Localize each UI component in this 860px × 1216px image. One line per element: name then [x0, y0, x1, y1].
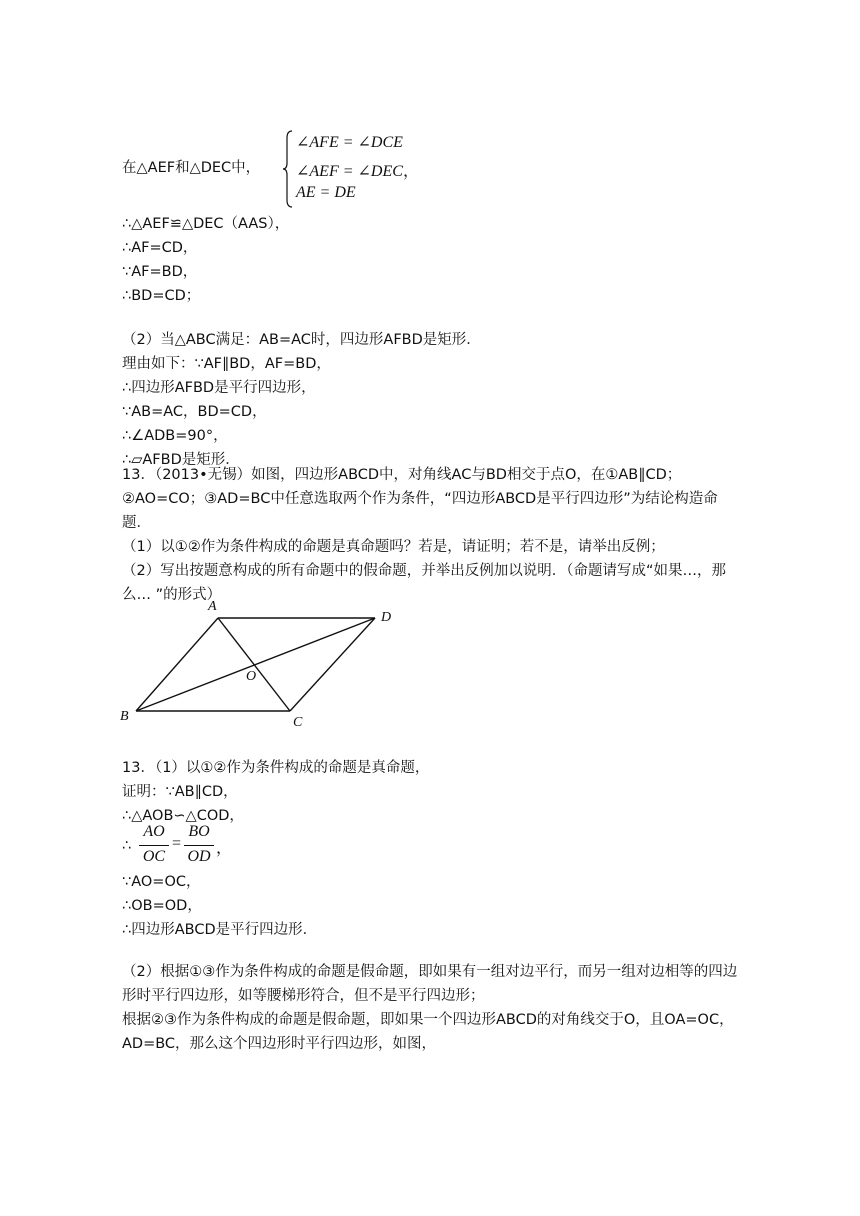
fraction-numerator: AO — [143, 823, 165, 840]
edge-AB — [136, 618, 218, 711]
fraction-numerator: BO — [188, 823, 210, 840]
proof-line: ∵AB=AC，BD=CD， — [122, 404, 267, 420]
answer-line: ∵AO=OC， — [122, 874, 201, 890]
point-label-O: O — [246, 669, 257, 684]
question-part-1: （1）以①②作为条件构成的命题是真命题吗？若是，请证明；若不是，请举出反例； — [122, 539, 665, 555]
proof-line: ∴▱AFBD是矩形． — [122, 452, 240, 468]
system-row-3: AE = DE — [296, 184, 356, 201]
fraction-denominator: OD — [187, 848, 211, 865]
equation-system — [283, 130, 433, 208]
proof-line: ∴四边形AFBD是平行四边形， — [122, 380, 316, 396]
proof-line: ∵AF=BD， — [122, 264, 198, 280]
answer-line: ∴OB=OD， — [122, 898, 202, 914]
left-brace — [283, 130, 293, 208]
proof-line: ∴∠ADB=90°， — [122, 428, 228, 444]
equals-sign: = — [172, 835, 182, 852]
vertex-label-D: D — [381, 610, 392, 625]
proof-line: 理由如下：∵AF∥BD，AF=BD， — [122, 356, 331, 372]
fraction-bar — [139, 845, 169, 846]
edge-CD — [290, 618, 375, 711]
answer-part-2a: （2）根据①③作为条件构成的命题是假命题，即如果有一组对边平行，而另一组对边相等的四边形时平行四边形，如等腰梯形符合，但不是平行四边形； — [122, 964, 738, 1004]
system-row-2: ∠AEF = ∠DEC， — [296, 163, 419, 180]
answer-line: 13．（1）以①②作为条件构成的命题是真命题， — [122, 760, 430, 776]
therefore-symbol: ∴ — [122, 838, 132, 854]
vertex-label-A: A — [208, 599, 217, 614]
question-part-2: （2）写出按题意构成的所有命题中的假命题，并举出反例加以说明．（命题请写成“如果…，那么… ”的形式） — [122, 563, 726, 603]
proof-line: ∴△AEF≌△DEC（AAS）， — [122, 216, 290, 232]
diagonal-BD — [136, 618, 375, 711]
system-intro: 在△AEF和△DEC中， — [122, 160, 261, 176]
fraction-denominator: OC — [142, 848, 166, 865]
answer-line: ∴四边形ABCD是平行四边形． — [122, 922, 318, 938]
answer-line: 证明：∵AB∥CD， — [122, 784, 238, 800]
quadrilateral-figure — [110, 590, 410, 735]
fraction-bar — [184, 845, 214, 846]
proof-line: ∴BD=CD； — [122, 288, 201, 304]
proof-line: （2）当△ABC满足：AB=AC时，四边形AFBD是矩形． — [122, 332, 481, 348]
answer-part-2b: 根据②③作为条件构成的命题是假命题，即如果一个四边形ABCD的对角线交于O，且OA=OC，AD=BC，那么这个四边形时平行四边形，如图， — [122, 1012, 734, 1052]
proof-line: ∴AF=CD， — [122, 240, 198, 256]
vertex-label-C: C — [293, 715, 303, 730]
answer-line: ∴△AOB∽△COD， — [122, 808, 244, 824]
system-row-1: ∠AFE = ∠DCE — [296, 134, 403, 151]
vertex-label-B: B — [120, 709, 129, 724]
question-stem: 13．（2013•无锡）如图，四边形ABCD中，对角线AC与BD相交于点O，在①AB∥CD；②AO=CO；③AD=BC中任意选取两个作为条件，“四边形ABCD是平行四边形”为结论构造命题． — [122, 467, 718, 531]
fraction-punct: ， — [216, 840, 233, 857]
ratio-equation — [138, 823, 233, 867]
